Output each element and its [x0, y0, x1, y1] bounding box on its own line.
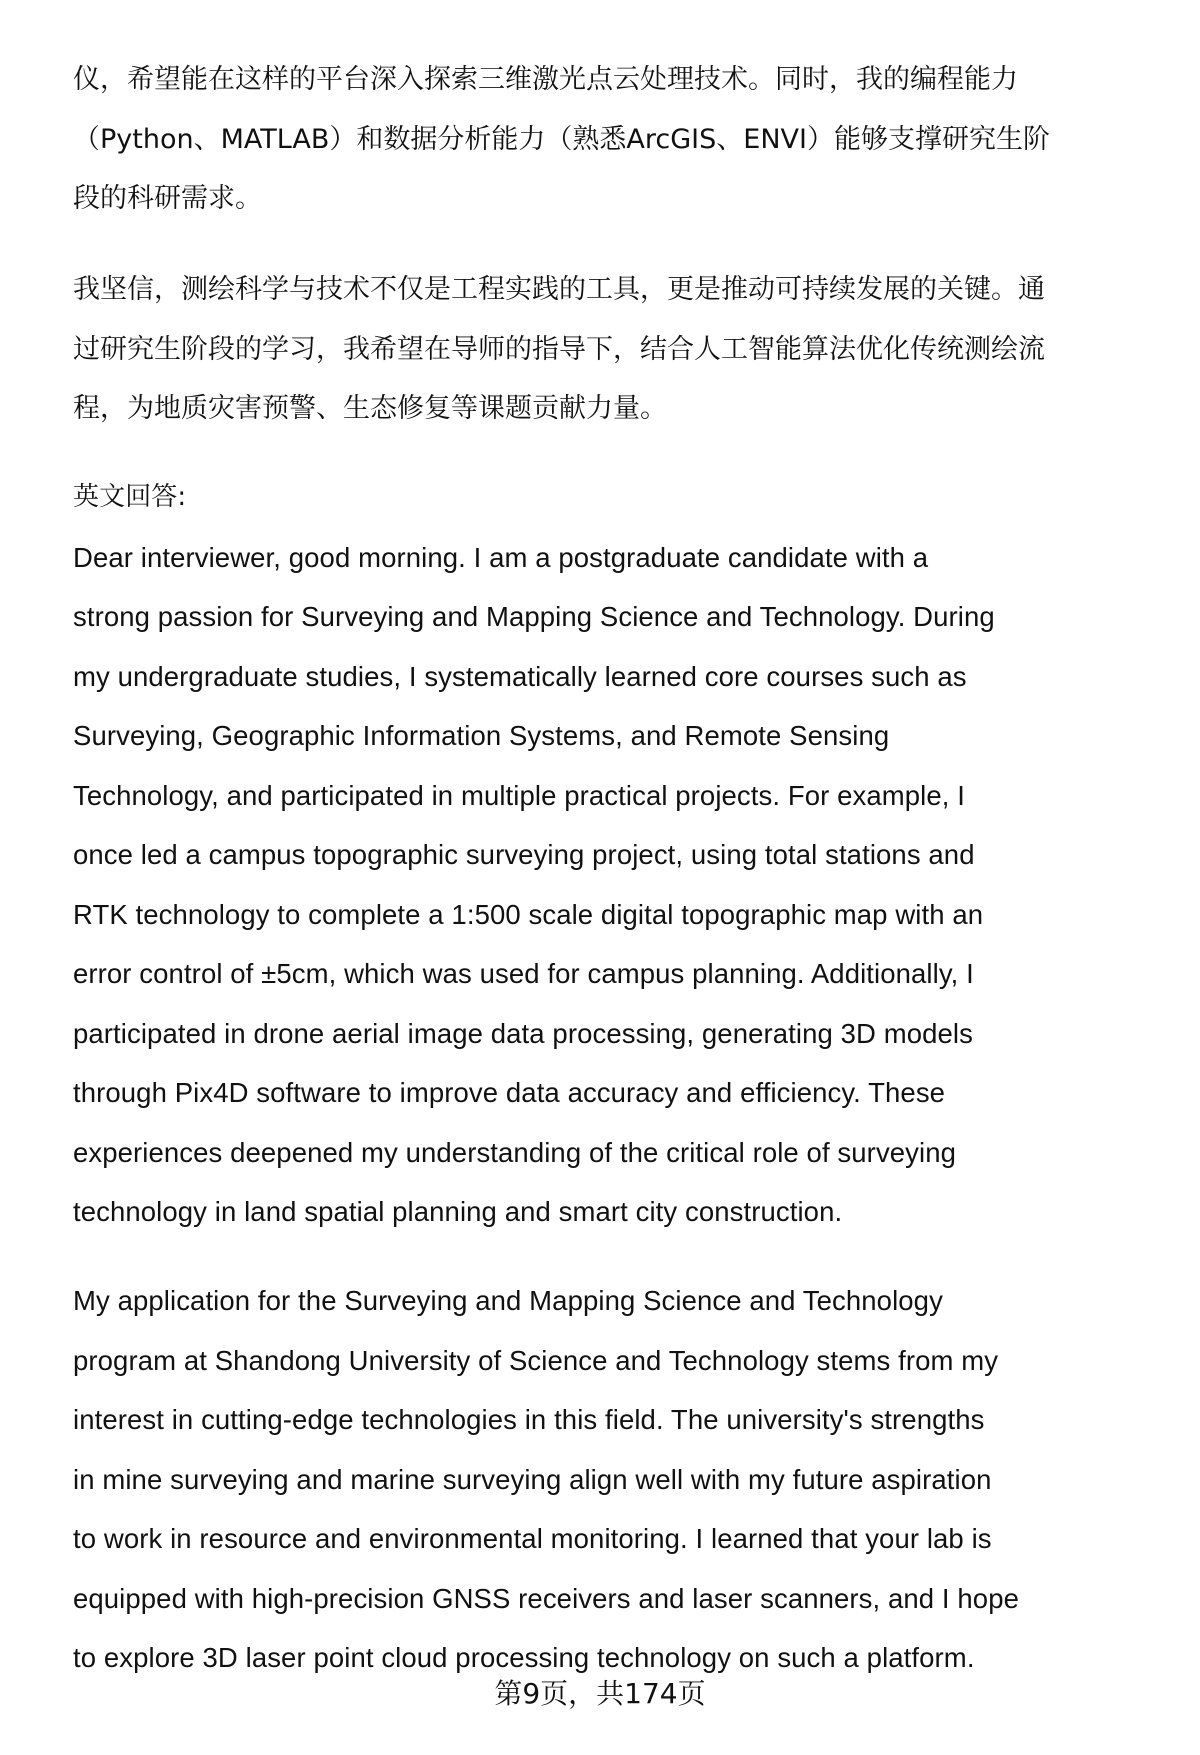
- english-answer-heading: 英文回答:: [73, 482, 187, 512]
- text-line: participated in drone aerial image data processing, generating 3D models: [73, 1017, 973, 1049]
- text-line: 段的科研需求。: [73, 183, 262, 214]
- text-line: 过研究生阶段的学习，我希望在导师的指导下，结合人工智能算法优化传统测绘流: [73, 333, 1045, 365]
- text-line: 仪，希望能在这样的平台深入探索三维激光点云处理技术。同时，我的编程能力: [73, 64, 1018, 95]
- text-line: （Python、MATLAB）和数据分析能力（熟悉ArcGIS、ENVI）能够支撑研究生阶: [73, 123, 1050, 155]
- text-line: through Pix4D software to improve data accuracy and efficiency. These: [73, 1077, 946, 1108]
- text-line: my undergraduate studies, I systematically learned core courses such as: [73, 660, 967, 692]
- text-line: 我坚信，测绘科学与技术不仅是工程实践的工具，更是推动可持续发展的关键。通: [73, 274, 1045, 305]
- english-paragraph-2: [73, 1271, 1173, 1688]
- text-line: program at Shandong University of Science and Technology stems from my: [73, 1344, 999, 1376]
- page-number: 第9页，共174页: [494, 1677, 706, 1710]
- english-paragraph-1: [73, 468, 1173, 1242]
- text-line: 程，为地质灾害预警、生态修复等课题贡献力量。: [73, 393, 667, 424]
- text-line: RTK technology to complete a 1:500 scale digital topographic map with an: [73, 898, 984, 930]
- text-line: error control of ±5cm, which was used for campus planning. Additionally, I: [73, 958, 974, 989]
- text-line: Surveying, Geographic Information Systems, and Remote Sensing: [73, 720, 890, 751]
- text-line: Dear interviewer, good morning. I am a postgraduate candidate with a: [73, 541, 929, 573]
- chinese-paragraph-1: [73, 50, 1173, 229]
- text-line: in mine surveying and marine surveying align well with my future aspiration: [73, 1463, 992, 1495]
- text-line: interest in cutting-edge technologies in this field. The university's strengths: [73, 1404, 985, 1435]
- text-line: Technology, and participated in multiple practical projects. For example, I: [73, 779, 966, 811]
- text-line: My application for the Surveying and Mapping Science and Technology: [73, 1285, 943, 1316]
- text-line: to work in resource and environmental monitoring. I learned that your lab is: [73, 1523, 992, 1554]
- text-line: strong passion for Surveying and Mapping Science and Technology. During: [73, 601, 995, 632]
- text-line: equipped with high-precision GNSS receivers and laser scanners, and I hope: [73, 1582, 1019, 1614]
- chinese-paragraph-2: [73, 260, 1173, 439]
- text-line: once led a campus topographic surveying project, using total stations and: [73, 839, 975, 870]
- text-line: to explore 3D laser point cloud processing technology on such a platform.: [73, 1642, 975, 1673]
- text-line: technology in land spatial planning and smart city construction.: [73, 1196, 843, 1227]
- text-line: experiences deepened my understanding of the critical role of surveying: [73, 1136, 957, 1168]
